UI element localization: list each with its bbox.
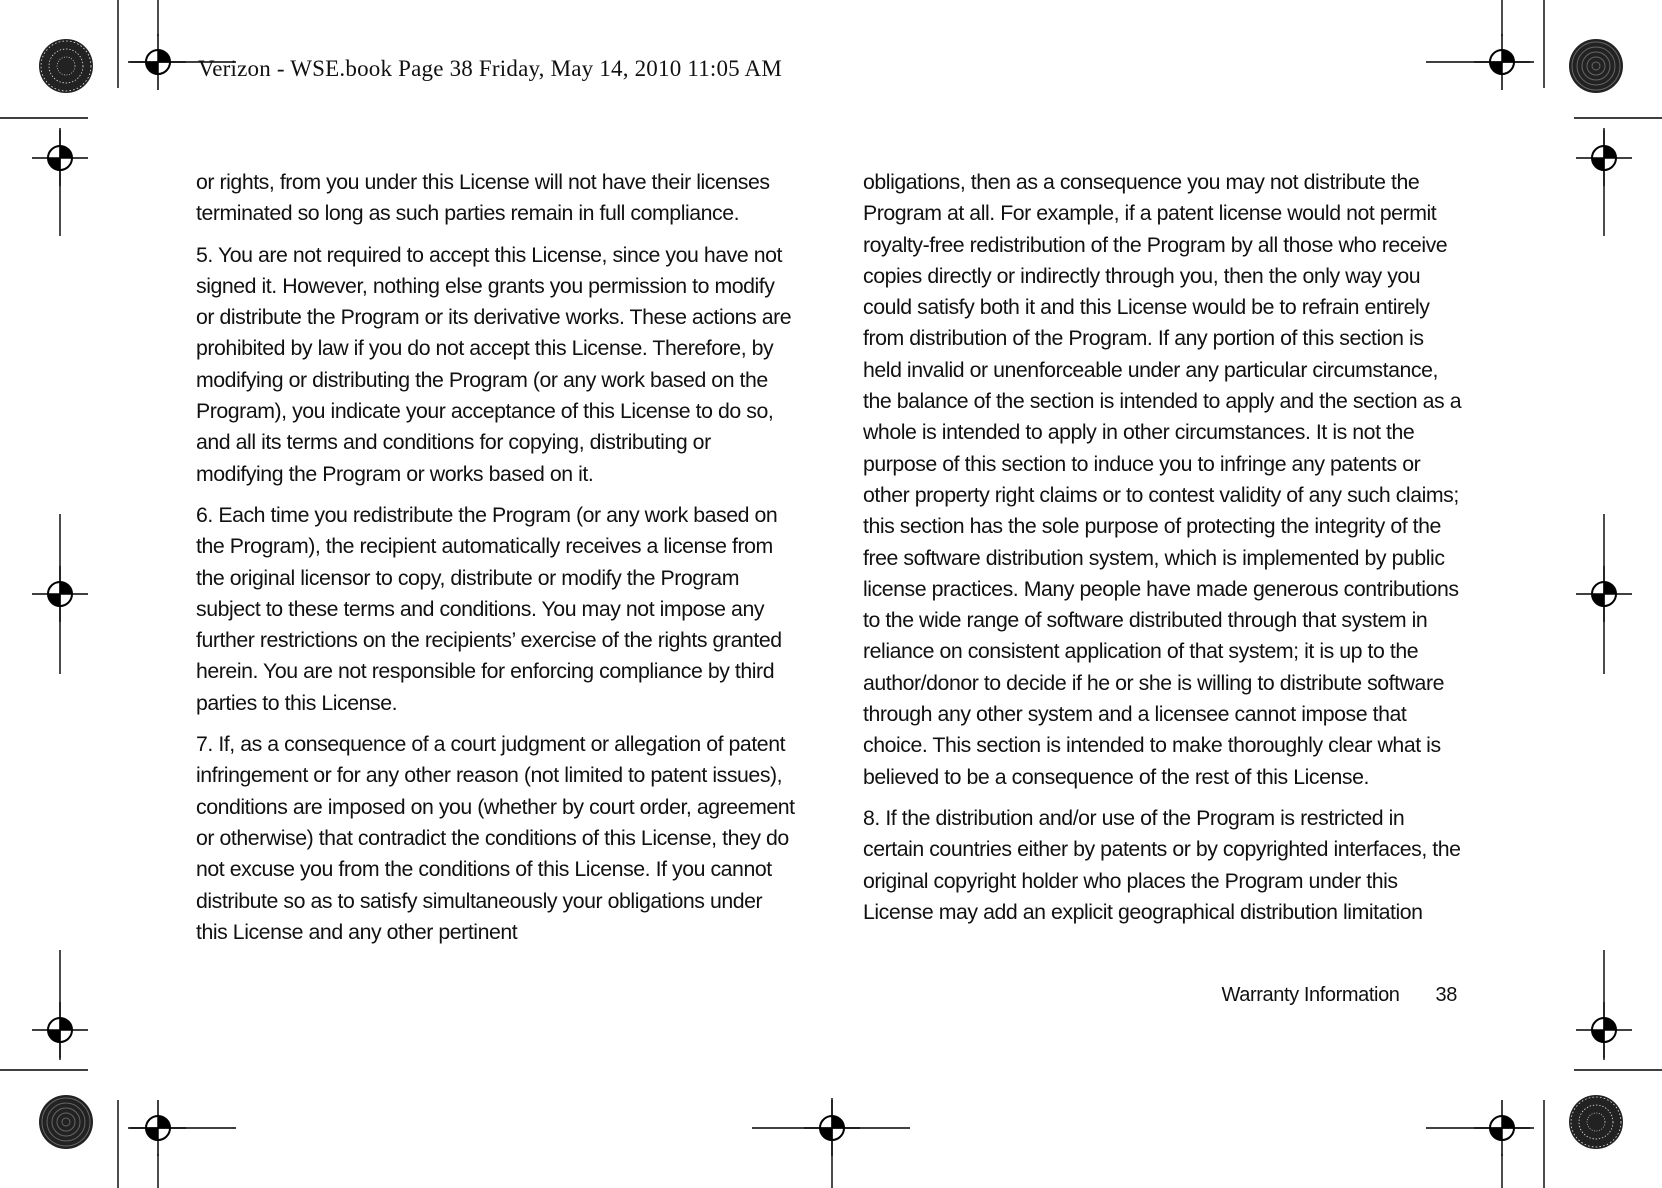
paragraph-section-6: 6. Each time you redistribute the Program (or any work based on the Program), the recipient automatically receives a license from the original licensor to copy, distribute or modify the Program subject to these terms and conditions. You may not impose any further restrictions on the recipients’ exercise of the rights granted herein. You are not responsible for enforcing compliance by third parties to this License. — [196, 502, 782, 715]
footer-section-title: Warranty Information — [1221, 984, 1400, 1006]
print-slug-header: Verizon - WSE.book Page 38 Friday, May 14, 2010 11:05 AM — [198, 56, 783, 81]
paragraph-section-8: 8. If the distribution and/or use of the Program is restricted in certain countries either by patents or by copyrighted interfaces, the original copyright holder who places the Program under this License may add an explicit geographical distribution limitation — [863, 805, 1461, 924]
paragraph-section-5: 5. You are not required to accept this License, since you have not signed it. However, nothing else grants you permission to modify or distribute the Program or its derivative works. These actions are prohibited by law if you do not accept this License. Therefore, by modifying or distributing the Program (or any work based on the Program), you indicate your acceptance of this License to do so, and all its terms and conditions for copying, distributing or modifying the Program or works based on it. — [196, 242, 792, 486]
page-number: 38 — [1435, 984, 1457, 1006]
right-column — [863, 167, 1463, 938]
page-footer — [1222, 984, 1457, 1007]
paragraph-section-7: 7. If, as a consequence of a court judgment or allegation of patent infringement or for any other reason (not limited to patent issues), conditions are imposed on you (whether by court order, agreement or otherwise) that contradict the conditions of this License, they do not excuse you from the conditions of this License. If you cannot distribute so as to satisfy simultaneously your obligations under this License and any other pertinent — [196, 732, 795, 944]
left-column — [196, 167, 796, 958]
paragraph: or rights, from you under this License will not have their licenses terminated so long as such parties remain in full compliance. — [196, 170, 770, 226]
paragraph: obligations, then as a consequence you may not distribute the Program at all. For example, if a patent license would not permit royalty-free redistribution of the Program by all those who receive copies directly or indirectly through you, then the only way you could satisfy both it and this License would be to refrain entirely from distribution of the Program. If any portion of this section is held invalid or unenforceable under any particular circumstance, the balance of the section is intended to apply and the section as a whole is intended to apply in other circumstances. It is not the purpose of this section to induce you to infringe any patents or other property right claims or to contest validity of any such claims; this section has the sole purpose of protecting the integrity of the free software distribution system, which is implemented by public license practices. Many people have made generous contributions to the wide range of software distributed through that system in reliance on consistent application of that system; it is up to the author/donor to decide if he or she is willing to distribute software through any other system and a licensee cannot impose that choice. This section is intended to make thoroughly clear what is believed to be a consequence of the rest of this License. — [863, 170, 1462, 789]
